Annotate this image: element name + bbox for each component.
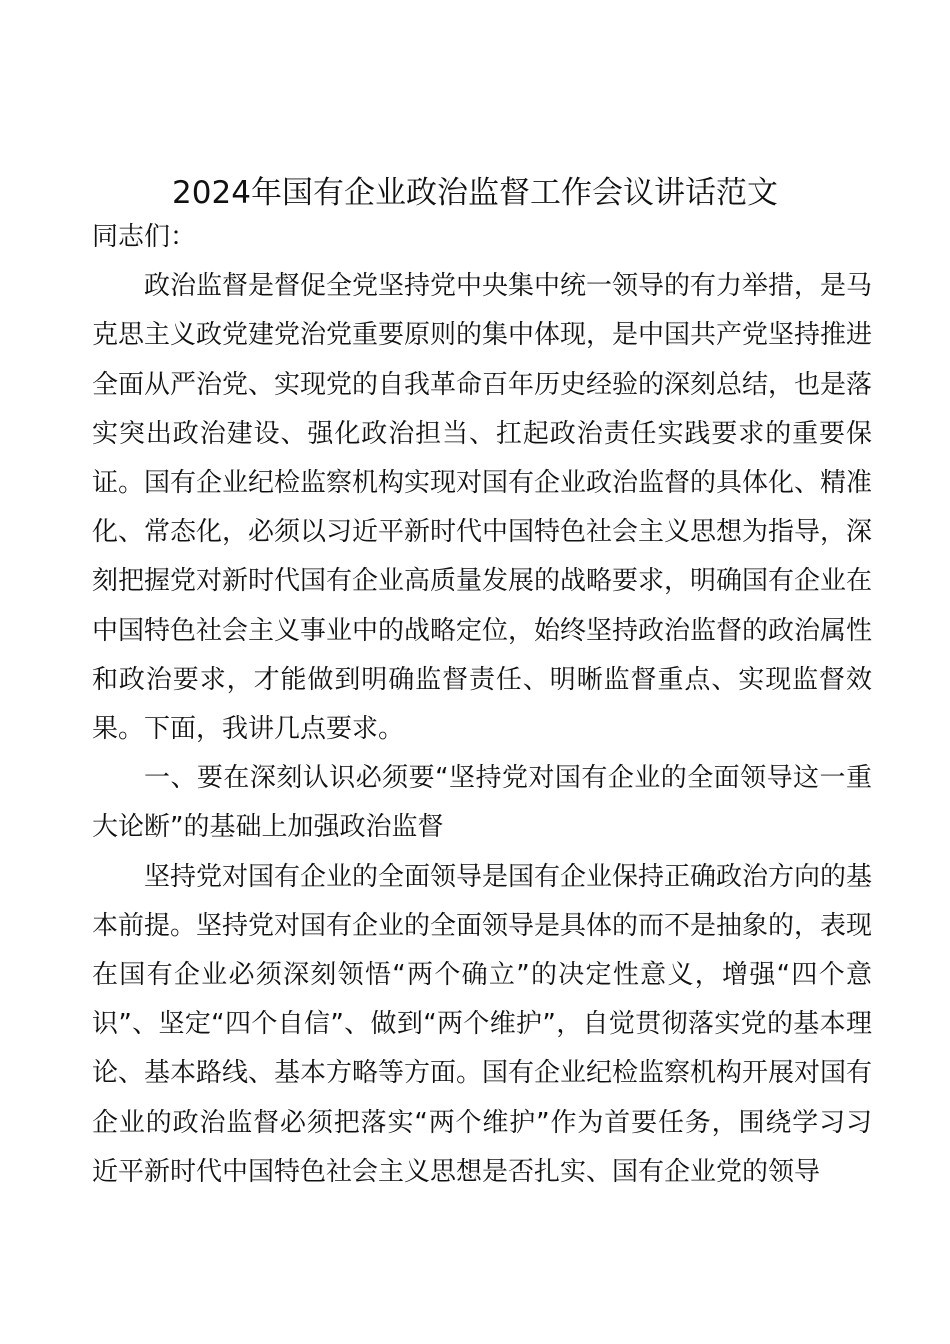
salutation: 同志们： (92, 222, 197, 252)
paragraph-section-1: 坚持党对国有企业的全面领导是国有企业保持正确政治方向的基本前提。坚持党对国有企业的全面领导是具体的而不是抽象的，表现在国有企业必须深刻领悟“两个确立”的决定性意义，增强“四个意识”、坚定“四个自信”、做到“两个维护”，自觉贯彻落实党的基本理论、基本路线、基本方略等方面。国有企业纪检监察机构开展对国有企业的政治监督必须把落实“两个维护”作为首要任务，围绕学习习近平新时代中国特色社会主义思想是否扎实、国有企业党的领导 (92, 861, 873, 1187)
paragraph-intro: 政治监督是督促全党坚持党中央集中统一领导的有力举措，是马克思主义政党建党治党重要原则的集中体现，是中国共产党坚持推进全面从严治党、实现党的自我革命百年历史经验的深刻总结，也是落实突出政治建设、强化政治担当、扛起政治责任实践要求的重要保证。国有企业纪检监察机构实现对国有企业政治监督的具体化、精准化、常态化，必须以习近平新时代中国特色社会主义思想为指导，深刻把握党对新时代国有企业高质量发展的战略要求，明确国有企业在中国特色社会主义事业中的战略定位，始终坚持政治监督的政治属性和政治要求，才能做到明确监督责任、明晰监督重点、实现监督效果。下面，我讲几点要求。 (92, 271, 873, 745)
document-body (92, 213, 872, 1197)
section-heading-1: 一、要在深刻认识必须要“坚持党对国有企业的全面领导这一重大论断”的基础上加强政治监督 (92, 763, 872, 843)
document-title: 2024年国有企业政治监督工作会议讲话范文 (172, 175, 778, 211)
